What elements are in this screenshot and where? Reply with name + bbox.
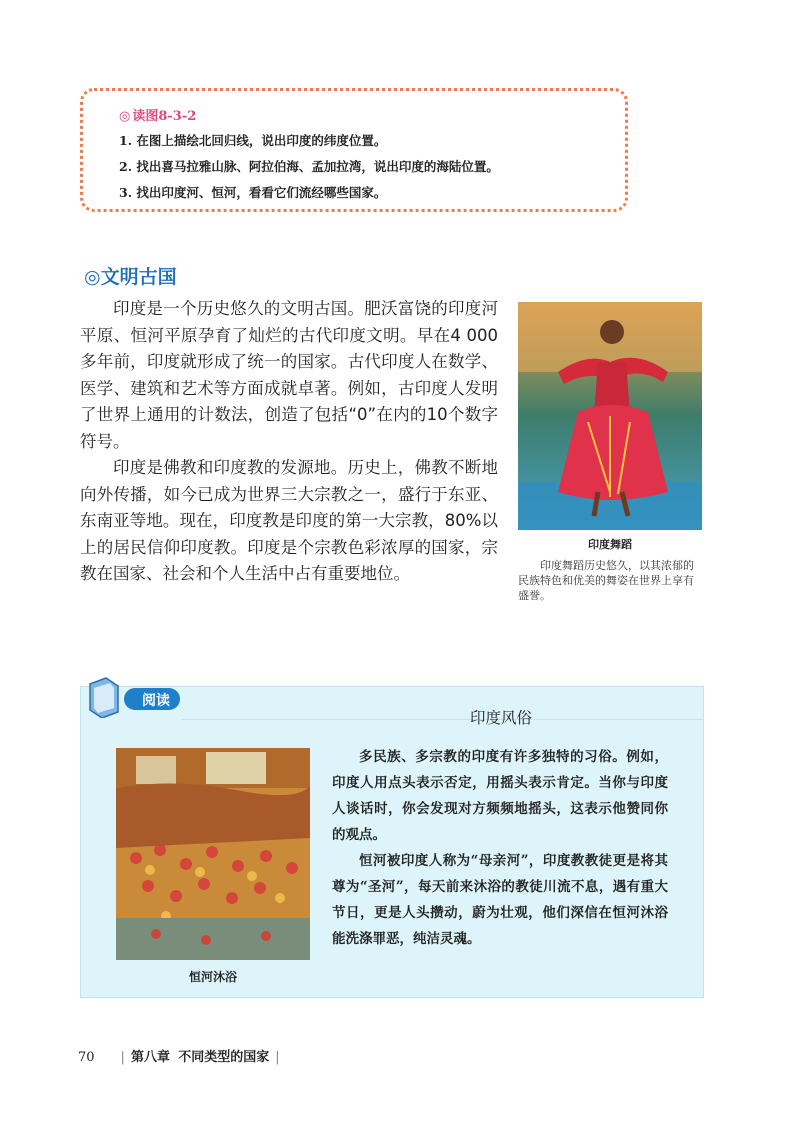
chapter-label: 第八章: [130, 1050, 170, 1065]
dance-caption-title: 印度舞蹈: [588, 538, 632, 551]
ganges-bath-caption: 恒河沐浴: [188, 970, 237, 984]
reading-divider: [181, 719, 703, 720]
read-map-item-1: 1. 在图上描绘北回归线，说出印度的纬度位置。: [119, 133, 387, 148]
dance-caption-text: 印度舞蹈历史悠久，以其浓郁的民族特色和优美的舞姿在世界上享有盛誉。: [518, 559, 694, 602]
reading-paragraph-2: 恒河被印度人称为“母亲河”，印度教教徒更是将其尊为“圣河”，每天前来沐浴的教徒川流不息，遇有重大节日，更是人头攒动，蔚为壮观，他们深信在恒河沐浴能洗涤罪恶，纯洁灵魂。: [332, 853, 668, 947]
footer-divider-left: |: [120, 1050, 125, 1065]
read-map-item-3: 3. 找出印度河、恒河，看看它们流经哪些国家。: [119, 185, 387, 200]
read-map-box: [80, 88, 628, 212]
footer-divider-right: |: [275, 1050, 280, 1065]
ganges-bath-photo: [116, 748, 310, 960]
page-number: 70: [78, 1050, 95, 1065]
chapter-title: 不同类型的国家: [178, 1050, 270, 1065]
page-footer: [78, 1046, 286, 1065]
read-map-title-text: 读图8-3-2: [132, 109, 197, 124]
reading-badge-label: 阅读: [142, 693, 170, 709]
read-map-item-2: 2. 找出喜马拉雅山脉、阿拉伯海、孟加拉湾，说出印度的海陆位置。: [119, 159, 499, 174]
body-paragraph-2: 印度是佛教和印度教的发源地。历史上，佛教不断地向外传播，如今已成为世界三大宗教之一，盛行于东亚、东南亚等地。现在，印度教是印度的第一大宗教，80%以上的居民信仰印度教。印度是个宗教色彩浓厚的国家，宗教在国家、社会和个人生活中占有重要地位。: [80, 458, 498, 584]
reading-title: 印度风俗: [470, 709, 533, 727]
bullseye-icon: ◎: [119, 109, 131, 124]
section-heading: [84, 262, 177, 289]
section-marker-icon: ◎: [84, 266, 101, 288]
dance-photo: [518, 302, 702, 530]
reading-paragraph-1: 多民族、多宗教的印度有许多独特的习俗。例如，印度人用点头表示否定，用摇头表示肯定。当你与印度人谈话时，你会发现对方频频地摇头，这表示他赞同你的观点。: [332, 749, 668, 843]
section-title: 文明古国: [100, 266, 177, 288]
read-map-title: [119, 105, 196, 124]
body-paragraph-1: 印度是一个历史悠久的文明古国。肥沃富饶的印度河平原、恒河平原孕育了灿烂的古代印度文明。早在4 000多年前，印度就形成了统一的国家。古代印度人在数学、医学、建筑和艺术等方面成就卓著。例如，古印度人发明了世界上通用的计数法，创造了包括“0”在内的10个数字符号。: [80, 299, 498, 451]
